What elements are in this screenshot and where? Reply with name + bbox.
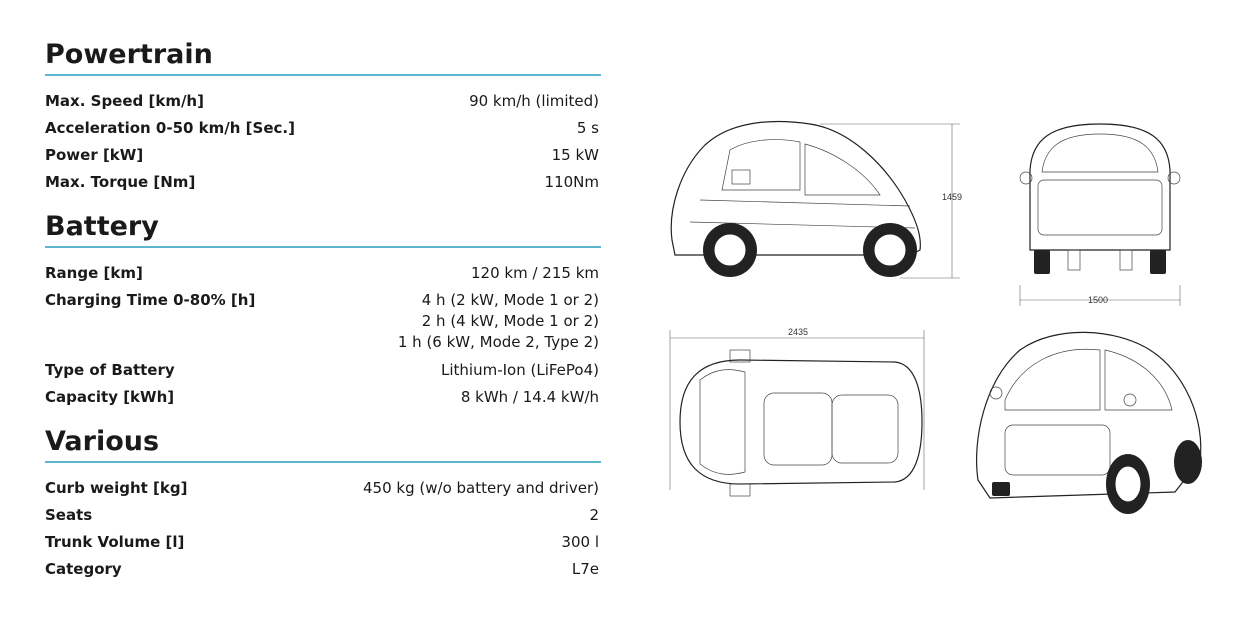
spec-row — [45, 475, 601, 502]
vehicle-drawings — [660, 110, 1220, 530]
section-title: Battery — [45, 211, 159, 242]
spec-value-line: 1 h (6 kW, Mode 2, Type 2) — [397, 333, 599, 351]
perspective-view-drawing — [977, 332, 1202, 514]
front-view-drawing — [1020, 124, 1180, 306]
section-title: Powertrain — [45, 39, 213, 70]
spec-value: 120 km / 215 km — [471, 264, 599, 282]
spec-row — [45, 502, 601, 529]
spec-label: Capacity [kWh] — [45, 388, 175, 406]
spec-row — [45, 287, 601, 357]
spec-label: Category — [45, 560, 122, 578]
spec-value: 15 kW — [551, 146, 599, 164]
spec-label: Acceleration 0-50 km/h [Sec.] — [45, 119, 295, 137]
spec-row — [45, 169, 601, 196]
spec-row — [45, 260, 601, 287]
width-dimension-label: 1500 — [1088, 295, 1109, 305]
spec-row — [45, 88, 601, 115]
section-divider — [45, 246, 601, 248]
spec-value: 90 km/h (limited) — [469, 92, 599, 110]
spec-label: Seats — [45, 506, 93, 524]
spec-value: L7e — [571, 560, 599, 578]
spec-value — [398, 287, 601, 357]
spec-sheet — [45, 36, 601, 595]
spec-row — [45, 384, 601, 411]
spec-value: 2 — [589, 506, 599, 524]
height-dimension-label: 1459 — [942, 192, 963, 202]
spec-label: Max. Speed [km/h] — [45, 92, 204, 110]
section-various — [45, 423, 601, 583]
spec-row — [45, 529, 601, 556]
spec-label: Type of Battery — [45, 361, 175, 379]
section-battery — [45, 208, 601, 411]
section-title: Various — [45, 426, 160, 457]
spec-value: 300 l — [561, 533, 599, 551]
spec-value: Lithium-Ion (LiFePo4) — [441, 361, 599, 379]
spec-label: Range [km] — [45, 264, 143, 282]
spec-value-line: 4 h (2 kW, Mode 1 or 2) — [421, 291, 599, 309]
spec-value: 450 kg (w/o battery and driver) — [363, 479, 599, 497]
spec-label: Trunk Volume [l] — [45, 533, 185, 551]
spec-value: 110Nm — [544, 173, 599, 191]
spec-row — [45, 357, 601, 384]
top-view-drawing — [670, 327, 924, 496]
section-divider — [45, 74, 601, 76]
spec-row — [45, 556, 601, 583]
length-dimension-label: 2435 — [788, 327, 809, 337]
spec-row — [45, 115, 601, 142]
spec-label: Charging Time 0-80% [h] — [45, 291, 256, 309]
spec-row — [45, 142, 601, 169]
section-powertrain — [45, 36, 601, 196]
spec-value: 5 s — [576, 119, 599, 137]
spec-label: Max. Torque [Nm] — [45, 173, 196, 191]
spec-label: Curb weight [kg] — [45, 479, 188, 497]
spec-label: Power [kW] — [45, 146, 144, 164]
spec-value: 8 kWh / 14.4 kW/h — [460, 388, 599, 406]
vehicle-blueprint — [660, 110, 1220, 530]
side-view-drawing — [671, 122, 962, 278]
spec-value-line: 2 h (4 kW, Mode 1 or 2) — [421, 312, 599, 330]
section-divider — [45, 461, 601, 463]
